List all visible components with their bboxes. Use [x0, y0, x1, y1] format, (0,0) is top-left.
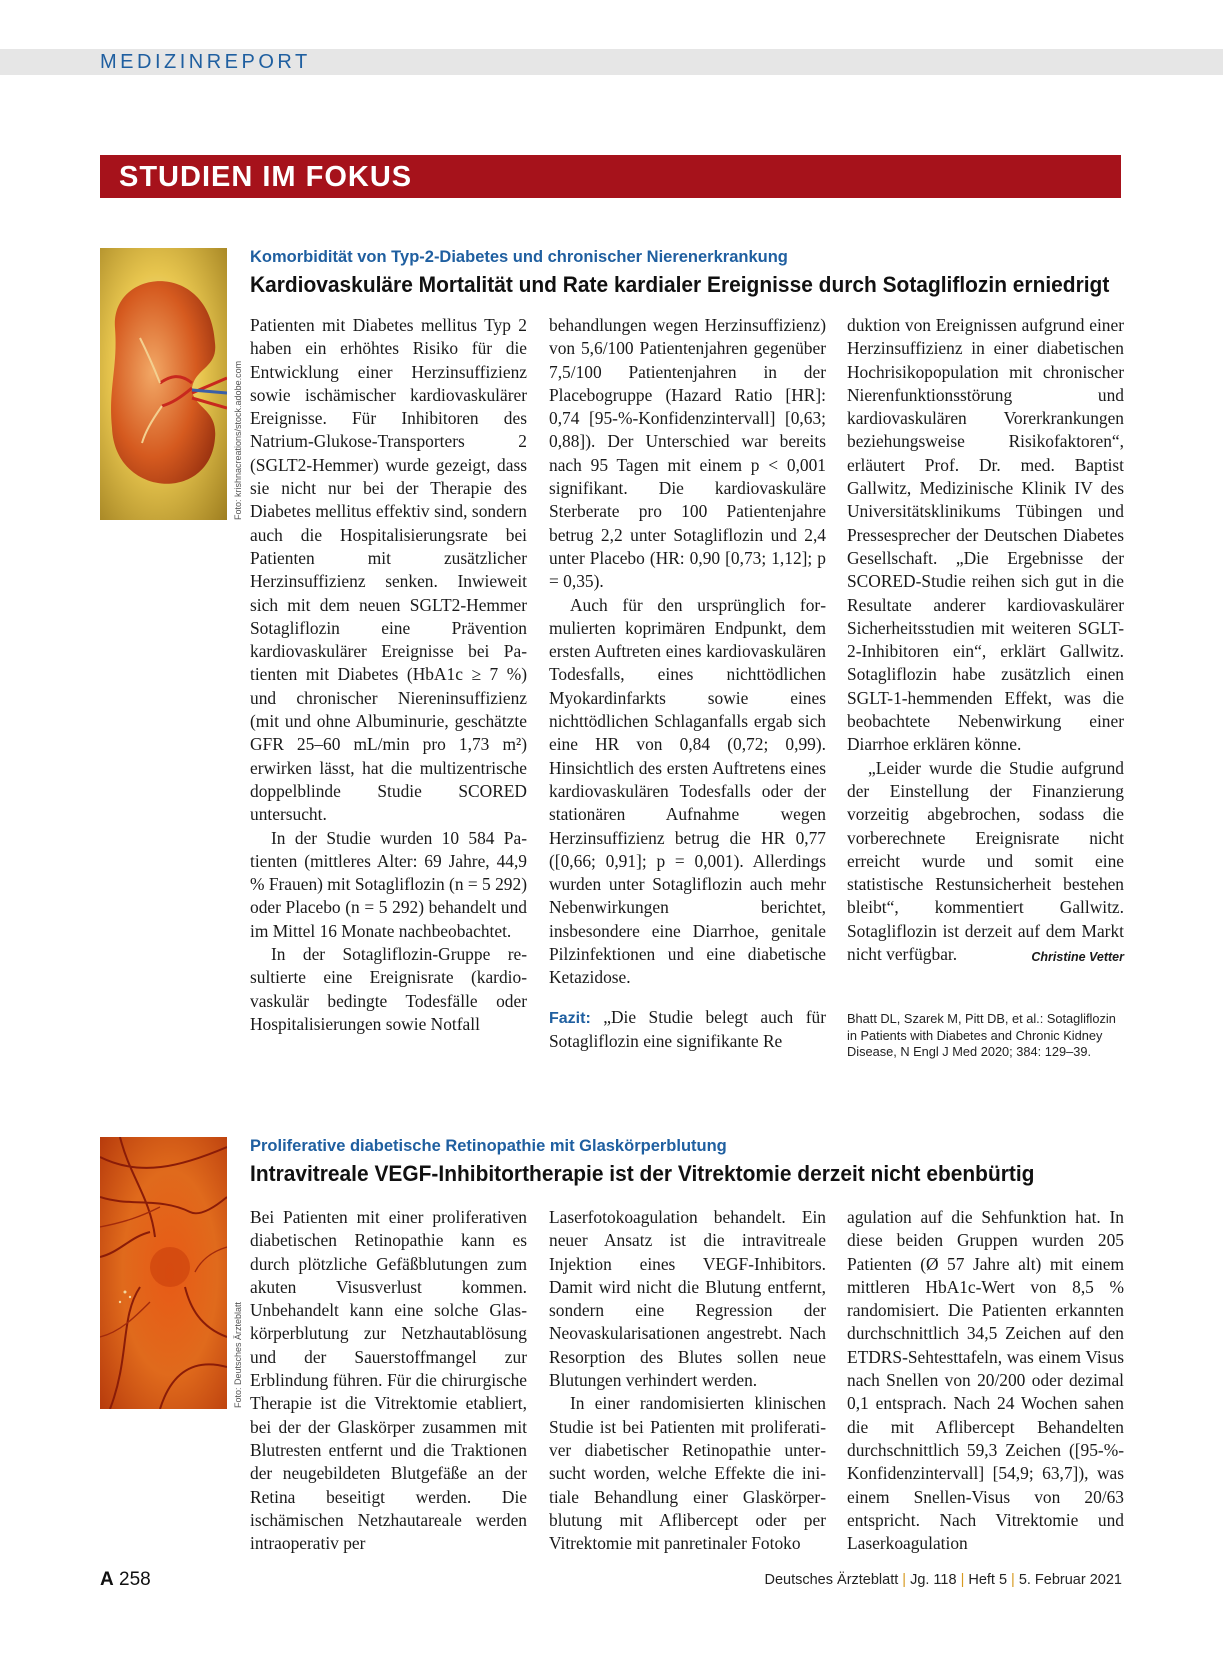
paragraph: In der Studie wurden 10 584 Patienten (mittleres Alter: 69 Jahre, 44,9 % Frauen) mit Sotagliflozin (n = 5 292) oder Placebo (n = 5 292) behandelt und im Mittel 16 Monate nachbeobachtet.	[250, 827, 527, 941]
separator: |	[902, 1572, 907, 1588]
paragraph: Laserfotokoagulation behandelt. Ein neuer Ansatz ist die intravitreale Injektion eines VEGF-Inhibitors. Damit wird nicht die Blutung entfernt, sondern eine Regression der Neovaskularisationen angestrebt. Nach Resorption des Blutes sollen neue Blutungen verhindert werden.	[549, 1207, 826, 1391]
article2-column-2	[549, 1206, 826, 1555]
journal-issue: Heft 5	[968, 1572, 1008, 1588]
paragraph-text: „Leider wurde die Studie aufgrund der Einstellung der Finanzierung vorzeitig abgebrochen, sodass die vorberechnete Ereignisrate nicht erreicht wurde und somit eine statistische Restunsicherheit bestehen bleibt“, kommentiert Gallwitz. Sotagliflozin ist derzeit auf dem Markt nicht verfügbar.	[847, 757, 1124, 965]
article2-headline: Intravitreale VEGF-Inhibitortherapie ist der Vitrektomie derzeit nicht ebenbürtig	[250, 1161, 1035, 1186]
page-prefix: A	[100, 1569, 114, 1590]
paragraph: duktion von Ereignissen aufgrund einer Herzinsuffizienz in einer diabetischen Hochrisikopopulation mit chronischer Nierenfunktionsstörung und kardiovaskulären Vorerkrankungen beziehungsweise Risikofaktoren“, erläutert Prof. Dr. med. Baptist Gallwitz, Medizinische Klinik IV des Universitätsklinikums Tübingen und Pressesprecher der Deutschen Diabetes Gesellschaft. „Die Ergebnisse der SCORED-Studie reihen sich gut in die Resultate anderer kardiovaskulärer Sicherheitsstudien mit weiteren SGLT-2-Inhibitoren ein“, erklärt Gallwitz. Sotagliflozin habe zusätzlich einen SGLT-1-hemmenden Effekt, was die beobachtete Nebenwirkung einer Diarrhoe erklären könne.	[847, 315, 1124, 755]
paragraph: In einer randomisierten klinischen Studie ist bei Patienten mit proliferativer diabetischer Retinopathie untersucht worden, welche Effekte die initiale Behandlung einer Glaskörperblutung mit Aflibercept oder per Vitrektomie mit panretinaler Fotoko	[549, 1393, 826, 1554]
journal-name: Deutsches Ärzteblatt	[764, 1572, 899, 1588]
retina-image	[100, 1137, 227, 1409]
page-number	[100, 1569, 151, 1591]
article2-column-1	[250, 1206, 527, 1555]
fazit-label: Fazit:	[549, 1009, 591, 1027]
separator: |	[960, 1572, 965, 1588]
article2-column-3	[847, 1206, 1124, 1555]
article1-column-3	[847, 314, 1124, 969]
article1-column-2	[549, 314, 826, 1053]
photo-credit-1: Foto: krishnacreations/stock.adobe.com	[233, 360, 243, 520]
paragraph: Auch für den ursprünglich formulierten koprimären Endpunkt, dem ersten Auftreten eines kardiovaskulären Todesfalls, eines nichttödlichen Myokardinfarkts sowie eines nichttödlichen Schlaganfalls ergab sich eine HR von 0,84 (0,72; 0,99). Hinsichtlich des ersten Auftretens eines kardiovaskulären Todesfalls oder der stationären Aufnahme wegen Herzinsuffizienz betrug die HR 0,77 ([0,66; 0,91]; p = 0,001). Allerdings wurden unter Sotagliflozin auch mehr Nebenwirkungen berichtet, insbesondere eine Diarrhoe, genitale Pilzinfektionen und eine diabetische Ketazidose.	[549, 594, 826, 988]
kidney-image	[100, 248, 227, 520]
separator: |	[1011, 1572, 1015, 1588]
journal-volume: Jg. 118	[910, 1572, 957, 1588]
paragraph: In der Sotagliflozin-Gruppe resultierte eine Ereignisrate (kardiovaskulär bedingte Todesfälle oder Hospitalisierungen sowie Notfall	[250, 944, 527, 1034]
photo-credit-2: Foto: Deutsches Ärzteblatt	[233, 1301, 243, 1408]
reference-citation: Bhatt DL, Szarek M, Pitt DB, et al.: Sotagliflozin in Patients with Diabetes and Chronic Kidney Disease, N Engl J Med 2020; 384: 129–39.	[847, 1011, 1116, 1059]
fazit-paragraph	[549, 1006, 826, 1054]
article1-column-1	[250, 314, 527, 1036]
article1-kicker: Komorbidität von Typ-2-Diabetes und chronischer Nierenerkrankung	[250, 248, 788, 266]
paragraph: Patienten mit Diabetes mellitus Typ 2 haben ein erhöhtes Risiko für die Entwicklung einer Herzinsuffizienz sowie ischämischer kardiovaskulärer Ereignisse. Für Inhibitoren des Natrium-Glukose-Transporters 2 (SGLT2-Hemmer) wurde gezeigt, dass sie nicht nur bei der Therapie des Diabetes mellitus effektiv sind, sondern auch die Hospitalisierungsrate bei Patienten mit zusätzlicher Herzinsuffizienz senken. Inwieweit sich mit dem neuen SGLT2-Hemmer Sotagliflozin eine Prävention kardiovaskulärer Ereignisse bei Patienten mit Diabetes (HbA1c ≥ 7 %) und chronischer Niereninsuffizienz (mit und ohne Albuminurie, geschätzte GFR 25–60 mL/min pro 1,73 m²) erwirken lässt, hat die multizentrische doppelblinde Studie SCORED untersucht.	[250, 315, 527, 825]
article2-kicker: Proliferative diabetische Retinopathie mit Glaskörperblutung	[250, 1137, 727, 1155]
page-number-value: 258	[119, 1569, 151, 1590]
paragraph: Bei Patienten mit einer proliferativen diabetischen Retinopathie kann es durch plötzliche Gefäßblutungen zum akuten Visusverlust kommen. Unbehandelt kann eine solche Glaskörperblutung zur Netzhautablösung und der Sauerstoffmangel zur Erblindung führen. Für die chirurgische Therapie ist die Vitrektomie etabliert, bei der der Glaskörper zusammen mit Blutresten entfernt und die Traktionen der neugebildeten Blutgefäße an der Retina beseitigt werden. Die ischämischen Netzhautareale werden intraoperativ per	[250, 1207, 527, 1554]
paragraph	[847, 757, 1124, 967]
author-name: Christine Vetter	[1031, 950, 1124, 965]
journal-date: 5. Februar 2021	[1018, 1572, 1122, 1588]
article1-headline: Kardiovaskuläre Mortalität und Rate kardialer Ereignisse durch Sotagliflozin erniedrigt	[250, 272, 1110, 297]
banner-title: STUDIEN IM FOKUS	[119, 161, 413, 193]
paragraph: agulation auf die Sehfunktion hat. In diese beiden Gruppen wurden 205 Patienten (Ø 57 Jahre alt) mit einem mittleren HbA1c-Wert von 8,5 % randomisiert. Die Patienten erkannten durchschnittlich 34,5 Zeichen auf den ETDRS-Sehtesttafeln, was einem Visus nach Snellen von 20/200 oder dezimal 0,1 entsprach. Nach 24 Wochen sahen die mit Aflibercept Behandelten durchschnittlich 59,3 Zeichen ([95-%-Konfidenzintervall] [54,9; 63,7]), was einem Snellen-Visus von 20/63 entspricht. Nach Vitrektomie und Laserkoagulation	[847, 1207, 1124, 1554]
section-label: MEDIZINREPORT	[100, 51, 311, 73]
fazit-text: „Die Studie belegt auch für Sotagliflozin eine signifikante Re	[549, 1006, 826, 1051]
journal-info	[764, 1572, 1122, 1588]
section-banner	[100, 155, 1121, 198]
paragraph: behandlungen wegen Herzinsuffizienz) von 5,6/100 Patientenjahren gegenüber 7,5/100 Patientenjahren in der Placebogruppe (Hazard Ratio [HR]: 0,74 [95-%-Konfidenzintervall] [0,63; 0,88]). Der Unterschied war bereits nach 95 Tagen mit einem p < 0,001 signifikant. Die kardiovaskuläre Sterberate pro 100 Patientenjahre betrug 2,2 unter Sotagliflozin und 2,4 unter Placebo (HR: 0,90 [0,73; 1,12]; p = 0,35).	[549, 315, 826, 592]
